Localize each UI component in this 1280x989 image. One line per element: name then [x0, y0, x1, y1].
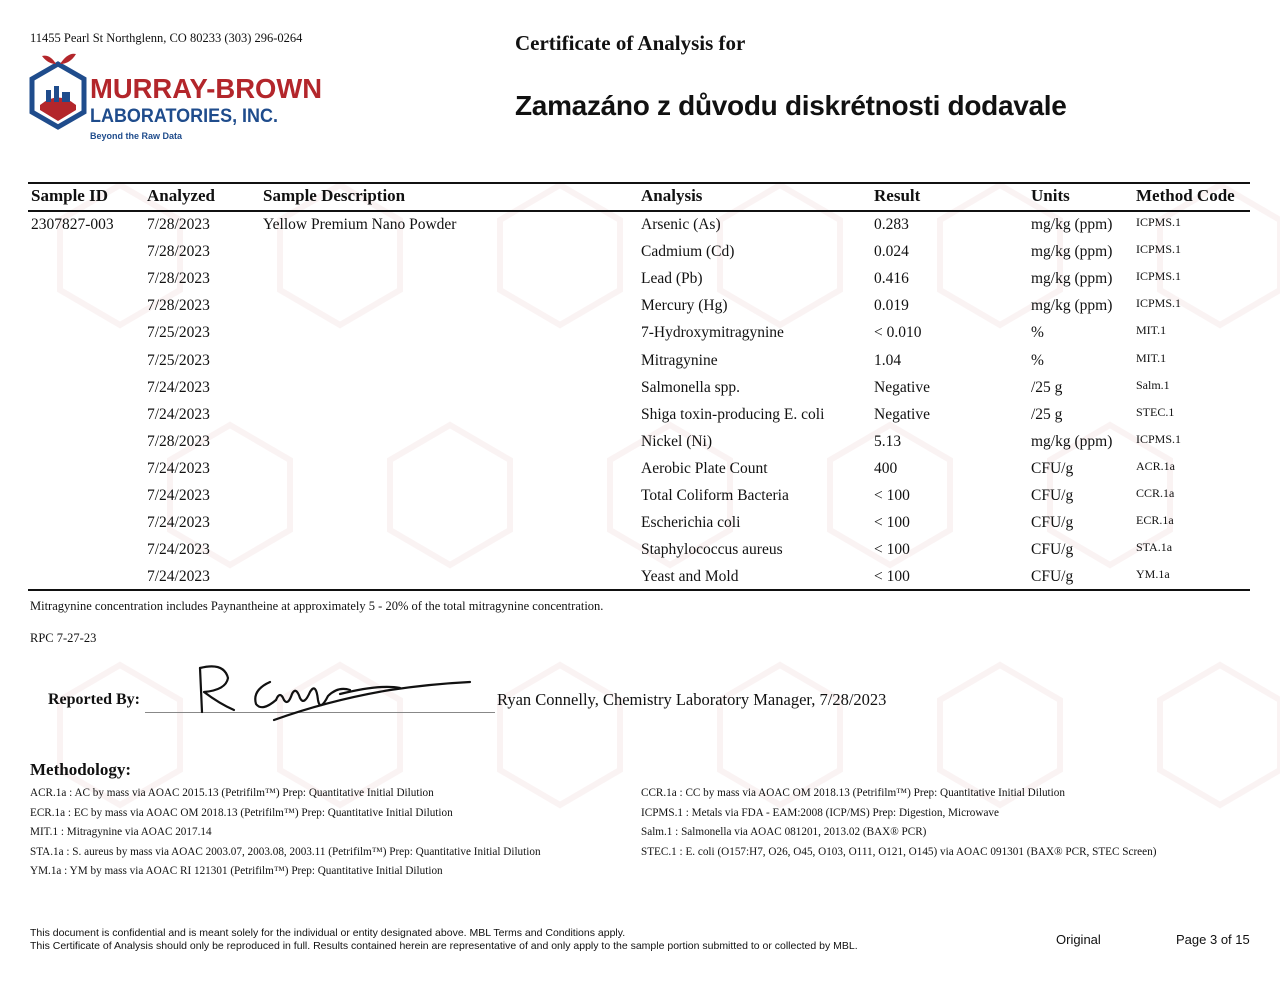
- cell-method-code: MIT.1: [1136, 323, 1167, 338]
- cell-analysis: Escherichia coli: [641, 514, 741, 532]
- footer-original: Original: [1056, 932, 1101, 947]
- cell-method-code: STA.1a: [1136, 540, 1173, 555]
- cell-units: /25 g: [1031, 378, 1063, 396]
- cell-units: mg/kg (ppm): [1031, 432, 1113, 450]
- col-header-sample-description: Sample Description: [263, 186, 406, 205]
- cell-analyzed: 7/28/2023: [147, 243, 210, 261]
- cell-result: 0.283: [874, 216, 909, 233]
- methodology-line: ACR.1a : AC by mass via AOAC 2015.13 (Petrifilm™) Prep: Quantitative Initial Dilution: [30, 787, 434, 799]
- cell-result: 1.04: [874, 351, 902, 369]
- reported-by-label: Reported By:: [48, 691, 140, 708]
- methodology-line: ICPMS.1 : Metals via FDA - EAM:2008 (ICP/MS) Prep: Digestion, Microwave: [641, 806, 999, 819]
- cell-analyzed: 7/25/2023: [147, 324, 210, 342]
- cell-units: mg/kg (ppm): [1031, 270, 1113, 288]
- lab-logo: [26, 50, 326, 145]
- supplier-name: Zamazáno z důvodu diskrétnosti dodavale: [515, 90, 1067, 121]
- col-header-sample-id: Sample ID: [31, 186, 108, 205]
- sample-id: 2307827-003: [31, 216, 114, 233]
- cell-units: CFU/g: [1031, 487, 1074, 504]
- cell-analysis: Staphylococcus aureus: [641, 541, 783, 559]
- cell-analysis: Yeast and Mold: [641, 568, 739, 586]
- methodology-line: CCR.1a : CC by mass via AOAC OM 2018.13 (Petrifilm™) Prep: Quantitative Initial Dilution: [641, 787, 1065, 799]
- cell-analyzed: 7/24/2023: [147, 405, 210, 423]
- sample-description: Yellow Premium Nano Powder: [263, 216, 457, 233]
- cell-analyzed: 7/28/2023: [147, 297, 210, 315]
- cell-analysis: Nickel (Ni): [641, 432, 713, 450]
- cell-units: %: [1031, 351, 1044, 369]
- cell-method-code: YM.1a: [1136, 567, 1170, 582]
- methodology-line: STA.1a : S. aureus by mass via AOAC 2003.07, 2003.08, 2003.11 (Petrifilm™) Prep: Quantitative Initial Dilution: [30, 845, 541, 858]
- cell-method-code: ECR.1a: [1136, 513, 1174, 528]
- cell-analyzed: 7/28/2023: [147, 432, 210, 450]
- cell-method-code: CCR.1a: [1136, 486, 1175, 500]
- cell-method-code: ICPMS.1: [1136, 215, 1182, 229]
- cell-result: 0.416: [874, 270, 909, 288]
- cell-result: Negative: [874, 378, 930, 396]
- logo-name-line1: MURRAY-BROWN: [90, 73, 322, 104]
- methodology-title: Methodology:: [30, 760, 132, 779]
- methodology-line: ECR.1a : EC by mass via AOAC OM 2018.13 (Petrifilm™) Prep: Quantitative Initial Dilution: [30, 806, 453, 819]
- cell-analysis: Lead (Pb): [641, 270, 703, 288]
- col-header-units: Units: [1031, 186, 1070, 205]
- cell-analysis: Mercury (Hg): [641, 297, 728, 315]
- cell-analyzed: 7/28/2023: [147, 270, 210, 288]
- methodology-line: MIT.1 : Mitragynine via AOAC 2017.14: [30, 826, 212, 838]
- cell-method-code: Salm.1: [1136, 377, 1170, 392]
- cell-units: CFU/g: [1031, 568, 1074, 586]
- footer-confidential: This document is confidential and is meant solely for the individual or entity designated above. MBL Terms and Conditions apply.: [30, 927, 626, 939]
- cell-analysis: Total Coliform Bacteria: [641, 487, 789, 504]
- table-bottom-rule: [28, 589, 1250, 591]
- methodology-line: STEC.1 : E. coli (O157:H7, O26, O45, O103, O111, O121, O145) via AOAC 091301 (BAX® PCR, STEC Screen): [641, 845, 1157, 858]
- col-header-analysis: Analysis: [641, 186, 703, 205]
- footer-page-number: Page 3 of 15: [1176, 932, 1250, 947]
- cell-method-code: ICPMS.1: [1136, 431, 1182, 446]
- cell-units: mg/kg (ppm): [1031, 297, 1113, 315]
- cell-analyzed: 7/24/2023: [147, 514, 210, 532]
- rpc-code: RPC 7-27-23: [30, 631, 97, 645]
- cell-units: mg/kg (ppm): [1031, 243, 1113, 261]
- col-header-method-code: Method Code: [1136, 186, 1235, 205]
- cell-units: CFU/g: [1031, 541, 1074, 559]
- cell-analysis: 7-Hydroxymitragynine: [641, 324, 784, 342]
- cell-result: < 0.010: [874, 324, 922, 342]
- cell-result: 0.024: [874, 243, 909, 261]
- cell-analyzed: 7/24/2023: [147, 541, 210, 559]
- cell-analyzed: 7/25/2023: [147, 351, 210, 369]
- cell-analyzed: 7/24/2023: [147, 459, 210, 477]
- table-header-rule: [28, 210, 1250, 212]
- cell-method-code: MIT.1: [1136, 350, 1167, 365]
- cell-method-code: ICPMS.1: [1136, 242, 1182, 257]
- cell-analyzed: 7/28/2023: [147, 216, 210, 233]
- cell-result: 0.019: [874, 297, 909, 315]
- cell-analyzed: 7/24/2023: [147, 378, 210, 396]
- cell-analyzed: 7/24/2023: [147, 568, 210, 586]
- cell-analysis: Mitragynine: [641, 351, 718, 369]
- signature-image: [190, 660, 490, 740]
- mitragynine-note: Mitragynine concentration includes Paynantheine at approximately 5 - 20% of the total mitragynine concentration.: [30, 599, 604, 613]
- cell-units: mg/kg (ppm): [1031, 216, 1113, 233]
- cell-method-code: ACR.1a: [1136, 458, 1175, 473]
- footer-reproduction: This Certificate of Analysis should only be reproduced in full. Results contained herein are representative of and only apply to the sample portion submitted to or collected by MBL.: [30, 940, 858, 952]
- methodology-line: Salm.1 : Salmonella via AOAC 081201, 2013.02 (BAX® PCR): [641, 826, 927, 838]
- cell-result: < 100: [874, 541, 910, 559]
- cell-units: CFU/g: [1031, 459, 1074, 477]
- cell-method-code: ICPMS.1: [1136, 296, 1182, 311]
- cell-analysis: Cadmium (Cd): [641, 243, 735, 261]
- cell-method-code: ICPMS.1: [1136, 269, 1182, 284]
- reporter-name: Ryan Connelly, Chemistry Laboratory Manager, 7/28/2023: [497, 690, 887, 709]
- cell-units: /25 g: [1031, 405, 1063, 423]
- cell-analysis: Shiga toxin-producing E. coli: [641, 405, 825, 423]
- cell-result: < 100: [874, 568, 910, 586]
- logo-name-line2: LABORATORIES, INC.: [90, 106, 278, 127]
- certificate-title: Certificate of Analysis for: [515, 31, 746, 55]
- cell-units: %: [1031, 324, 1044, 342]
- cell-result: 400: [874, 459, 898, 477]
- lab-address: 11455 Pearl St Northglenn, CO 80233 (303) 296-0264: [30, 31, 303, 45]
- cell-result: Negative: [874, 405, 930, 423]
- cell-analysis: Arsenic (As): [641, 216, 721, 233]
- cell-result: 5.13: [874, 432, 902, 450]
- cell-result: < 100: [874, 487, 910, 504]
- table-top-rule: [28, 182, 1250, 184]
- cell-units: CFU/g: [1031, 514, 1074, 532]
- cell-analyzed: 7/24/2023: [147, 487, 210, 504]
- methodology-line: YM.1a : YM by mass via AOAC RI 121301 (Petrifilm™) Prep: Quantitative Initial Dilution: [30, 865, 443, 877]
- logo-tagline: Beyond the Raw Data: [90, 131, 183, 141]
- col-header-analyzed: Analyzed: [147, 186, 215, 205]
- col-header-result: Result: [874, 186, 921, 205]
- cell-result: < 100: [874, 514, 910, 532]
- cell-method-code: STEC.1: [1136, 404, 1175, 419]
- cell-analysis: Aerobic Plate Count: [641, 459, 768, 477]
- cell-analysis: Salmonella spp.: [641, 378, 741, 396]
